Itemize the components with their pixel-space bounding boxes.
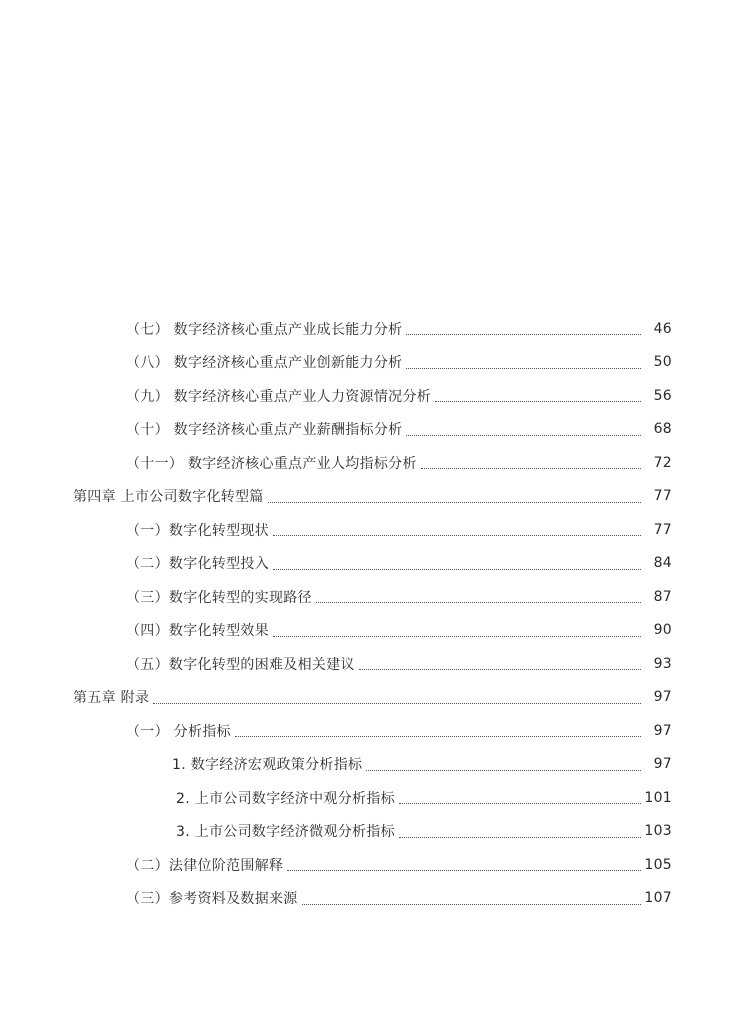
toc-entry[interactable] xyxy=(0,848,755,882)
toc-entry[interactable] xyxy=(0,614,755,648)
toc-entry-label: （四）数字化转型效果 xyxy=(126,623,269,640)
toc-subentry[interactable] xyxy=(0,815,755,849)
dot-leader xyxy=(153,703,641,704)
toc-entry-label: （二）法律位阶范围解释 xyxy=(126,857,284,874)
dot-leader xyxy=(359,669,641,670)
dot-leader xyxy=(316,602,641,603)
toc-entry-label: （三）参考资料及数据来源 xyxy=(126,891,298,908)
toc-entry[interactable] xyxy=(0,647,755,681)
toc-entry[interactable] xyxy=(0,346,755,380)
dot-leader xyxy=(399,837,641,838)
toc-entry-label: （七） 数字经济核心重点产业成长能力分析 xyxy=(126,321,403,338)
toc-entry[interactable] xyxy=(0,580,755,614)
toc-entry-page: 97 xyxy=(653,722,672,739)
dot-leader xyxy=(235,736,641,737)
toc-entry-page: 101 xyxy=(644,789,672,806)
toc-entry-page: 56 xyxy=(653,387,672,404)
toc-entry-page: 68 xyxy=(653,421,672,438)
toc-entry-label: （五）数字化转型的困难及相关建议 xyxy=(126,656,355,673)
toc-entry-page: 77 xyxy=(653,521,672,538)
toc-entry-page: 84 xyxy=(653,555,672,572)
dot-leader xyxy=(406,435,641,436)
toc-entry-label: （八） 数字经济核心重点产业创新能力分析 xyxy=(126,355,403,372)
toc-entry-label: 第五章 附录 xyxy=(73,690,150,707)
toc-entry-page: 107 xyxy=(644,890,672,907)
dot-leader xyxy=(302,904,641,905)
dot-leader xyxy=(406,334,641,335)
dot-leader xyxy=(273,636,641,637)
toc-entry[interactable] xyxy=(0,714,755,748)
dot-leader xyxy=(406,368,641,369)
toc-entry-label: （十） 数字经济核心重点产业薪酬指标分析 xyxy=(126,422,403,439)
dot-leader xyxy=(287,870,641,871)
toc-entry[interactable] xyxy=(0,312,755,346)
toc-entry-label: （一）数字化转型现状 xyxy=(126,522,269,539)
toc-entry-page: 50 xyxy=(653,354,672,371)
toc-subentry[interactable] xyxy=(0,781,755,815)
toc-entry[interactable] xyxy=(0,882,755,916)
toc-entry-page: 46 xyxy=(653,320,672,337)
toc-entry[interactable] xyxy=(0,413,755,447)
toc-entry-page: 105 xyxy=(644,856,672,873)
toc-entry[interactable] xyxy=(0,379,755,413)
toc-entry-label: （三）数字化转型的实现路径 xyxy=(126,589,312,606)
toc-entry-label: （十一） 数字经济核心重点产业人均指标分析 xyxy=(126,455,417,472)
dot-leader xyxy=(435,401,641,402)
toc-entry-page: 87 xyxy=(653,588,672,605)
toc-entry-label: （一） 分析指标 xyxy=(126,723,231,740)
toc-subentry[interactable] xyxy=(0,748,755,782)
toc-entry-label: 1. 数字经济宏观政策分析指标 xyxy=(172,757,363,774)
dot-leader xyxy=(273,569,641,570)
toc-entry[interactable] xyxy=(0,513,755,547)
toc-chapter-entry[interactable] xyxy=(0,480,755,514)
dot-leader xyxy=(399,803,641,804)
toc-chapter-entry[interactable] xyxy=(0,681,755,715)
toc-entry[interactable] xyxy=(0,547,755,581)
toc-entry-page: 97 xyxy=(653,689,672,706)
toc-entry-label: （二）数字化转型投入 xyxy=(126,556,269,573)
toc-entry-label: 第四章 上市公司数字化转型篇 xyxy=(73,489,264,506)
toc-entry-page: 97 xyxy=(653,756,672,773)
toc-entry-page: 77 xyxy=(653,488,672,505)
toc-entry[interactable] xyxy=(0,446,755,480)
dot-leader xyxy=(268,502,641,503)
table-of-contents xyxy=(0,312,755,915)
toc-entry-page: 93 xyxy=(653,655,672,672)
dot-leader xyxy=(366,770,641,771)
toc-entry-label: 3. 上市公司数字经济微观分析指标 xyxy=(176,824,395,841)
toc-entry-page: 72 xyxy=(653,454,672,471)
dot-leader xyxy=(421,468,641,469)
dot-leader xyxy=(273,535,641,536)
toc-entry-page: 103 xyxy=(644,823,672,840)
toc-entry-label: （九） 数字经济核心重点产业人力资源情况分析 xyxy=(126,388,432,405)
toc-entry-label: 2. 上市公司数字经济中观分析指标 xyxy=(176,790,395,807)
toc-entry-page: 90 xyxy=(653,622,672,639)
